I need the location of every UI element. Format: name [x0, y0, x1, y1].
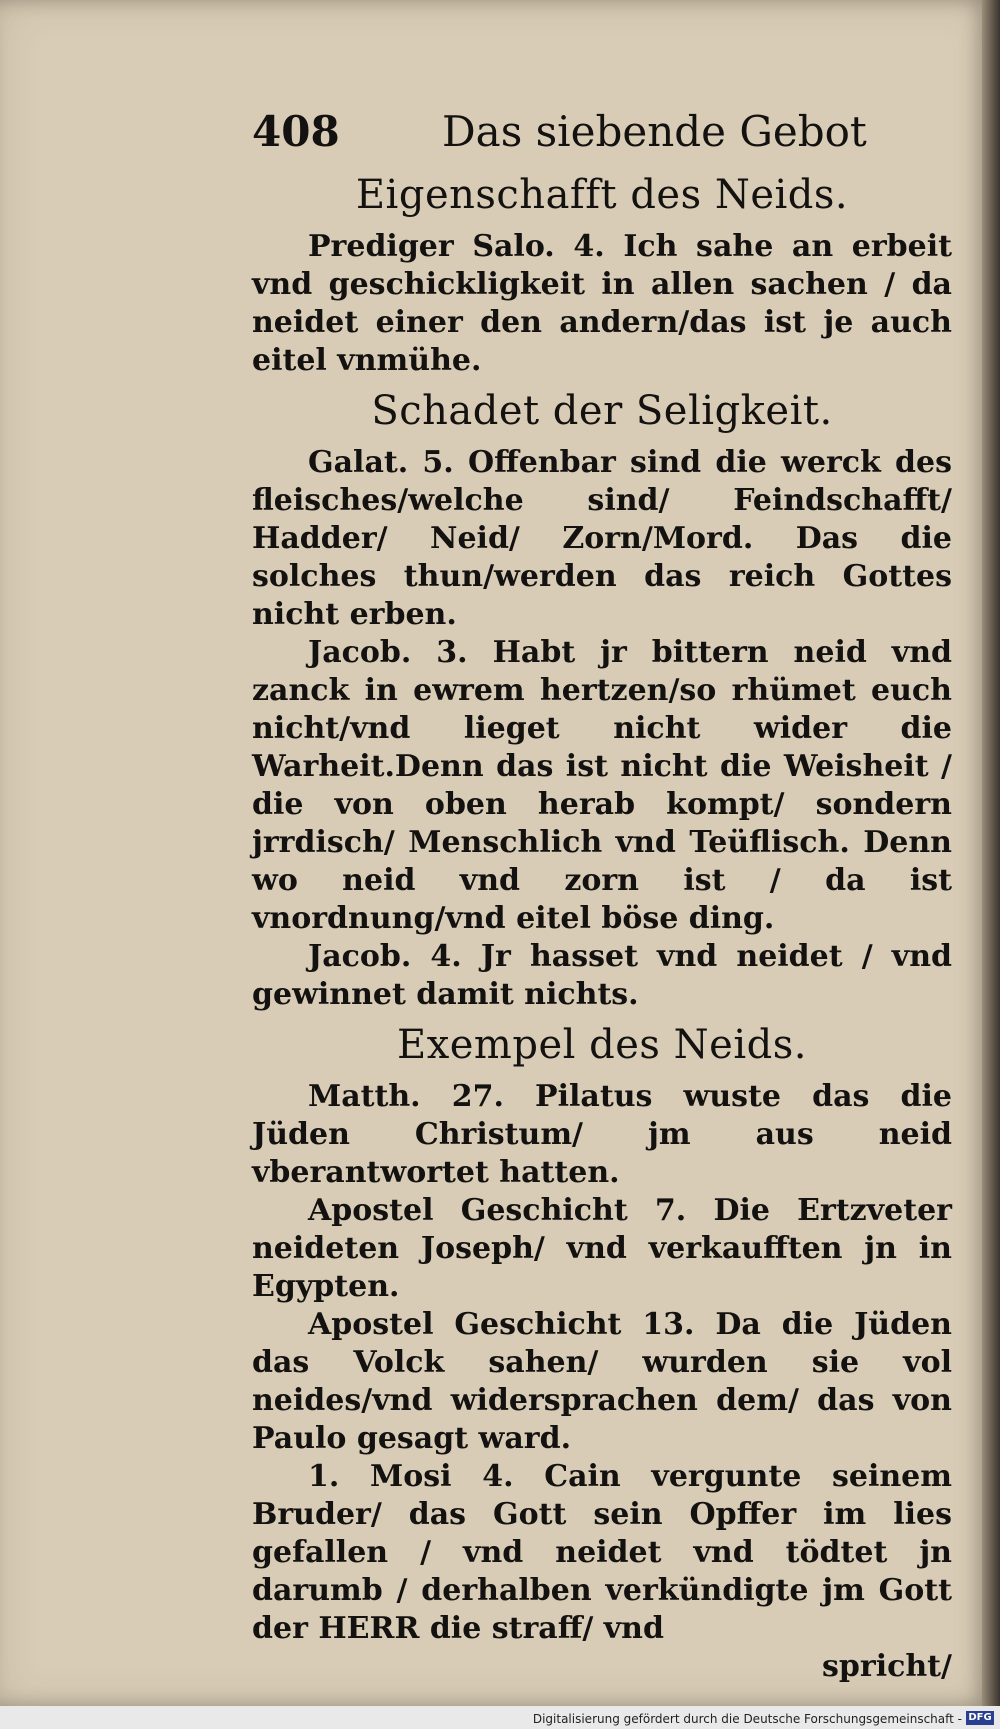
catchword: spricht/ [822, 1649, 952, 1684]
paragraph: 1. Mosi 4. Cain vergunte seinem Bruder/ das Gott sein Opffer im lies gefallen / vnd neidet vnd tödtet jn darumb / derhalben verkündigte jm Gott der HERR die straff/ vnd [252, 1459, 952, 1646]
section-heading: Schadet der Seligkeit. [371, 388, 833, 434]
book-spine-edge [982, 0, 1000, 1706]
paragraph: Prediger Salo. 4. Ich sahe an erbeit vnd geschickligkeit in allen sachen / da neidet einer den andern/das ist je auch eitel vnmühe. [252, 229, 952, 378]
paragraph: Jacob. 3. Habt jr bittern neid vnd zanck in ewrem hertzen/so rhümet euch nicht/vnd lieget nicht wider die Warheit.Denn das ist nicht die Weisheit / die von oben herab kompt/ sondern jrrdisch/ Menschlich vnd Teüflisch. Denn wo neid vnd zorn ist / da ist vnordnung/vnd eitel böse ding. [252, 635, 952, 936]
section-heading: Eigenschafft des Neids. [355, 172, 849, 218]
section [252, 166, 952, 380]
section [252, 382, 952, 1014]
paragraph: Matth. 27. Pilatus wuste das die Jüden Christum/ jm aus neid vberantwortet hatten. [252, 1079, 952, 1190]
section-heading: Exempel des Neids. [397, 1022, 807, 1068]
page-text [252, 100, 952, 1686]
running-head [252, 100, 952, 164]
dfg-logo: DFG [966, 1711, 994, 1725]
digitization-credit: Digitalisierung gefördert durch die Deutsche Forschungsgemeinschaft - [532, 1712, 962, 1726]
paragraph: Apostel Geschicht 13. Da die Jüden das Volck sahen/ wurden sie vol neides/vnd widersprachen dem/ das von Paulo gesagt ward. [252, 1307, 952, 1456]
section [252, 1016, 952, 1686]
paragraph: Galat. 5. Offenbar sind die werck des fleisches/welche sind/ Feindschafft/ Hadder/ Neid/ Zorn/Mord. Das die solches thun/werden das reich Gottes nicht erben. [252, 445, 952, 632]
page-number: 408 [252, 107, 340, 156]
paragraph: Jacob. 4. Jr hasset vnd neidet / vnd gewinnet damit nichts. [252, 939, 952, 1012]
running-title: Das siebende Gebot [442, 107, 867, 156]
footer-bar [0, 1706, 1000, 1729]
paragraph: Apostel Geschicht 7. Die Ertzveter neideten Joseph/ vnd verkaufften jn in Egypten. [252, 1193, 952, 1304]
